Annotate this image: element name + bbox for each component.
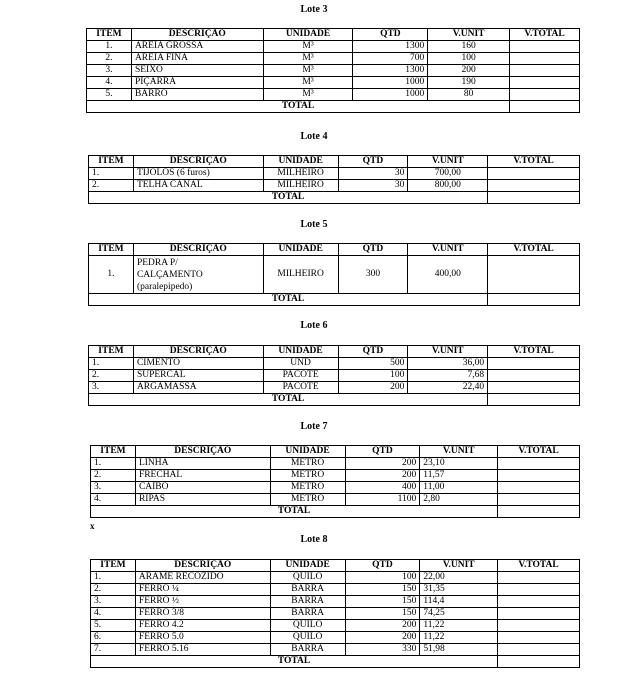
- header-vtotal: V.TOTAL: [488, 244, 580, 256]
- cell-vunit: 190: [428, 77, 510, 89]
- total-row: [89, 294, 580, 306]
- table-row: [89, 358, 580, 370]
- total-value: [498, 506, 580, 518]
- table-row: [89, 382, 580, 394]
- total-row: [89, 192, 580, 204]
- cell-vtotal: [510, 89, 580, 101]
- lote-table: [90, 559, 580, 668]
- total-value: [488, 192, 580, 204]
- cell-unid: QUILO: [270, 620, 345, 632]
- cell-unid: BARRA: [270, 584, 345, 596]
- table-row: [87, 77, 580, 89]
- cell-desc: TELHA CANAL: [133, 180, 263, 192]
- table-row: [91, 644, 580, 656]
- header-item: ITEM: [87, 29, 132, 41]
- cell-qtd: 150: [345, 608, 420, 620]
- cell-unid: PACOTE: [263, 382, 338, 394]
- table-row: [87, 53, 580, 65]
- cell-vunit: 700,00: [408, 168, 488, 180]
- cell-qtd: 100: [345, 572, 420, 584]
- table-row: [91, 596, 580, 608]
- table-row: [89, 168, 580, 180]
- cell-item: 1.: [91, 458, 136, 470]
- cell-vtotal: [498, 482, 580, 494]
- table-row: [91, 494, 580, 506]
- cell-item: 2.: [89, 370, 134, 382]
- cell-vunit: 36,00: [408, 358, 488, 370]
- lote-table: [88, 155, 580, 204]
- cell-item: 2.: [91, 584, 136, 596]
- header-unidade: UNIDADE: [270, 560, 345, 572]
- header-item: ITEM: [89, 346, 134, 358]
- stray-mark: x: [90, 521, 95, 531]
- cell-vtotal: [498, 596, 580, 608]
- cell-desc: FERRO ¼: [135, 584, 270, 596]
- header-vunit: V.UNIT: [420, 446, 498, 458]
- lote-title: Lote 6: [300, 320, 328, 331]
- table-row: [91, 572, 580, 584]
- total-value: [498, 656, 580, 668]
- header-qtd: QTD: [338, 346, 408, 358]
- total-label: TOTAL: [91, 656, 498, 668]
- cell-vtotal: [488, 358, 580, 370]
- cell-desc: FERRO 4.2: [135, 620, 270, 632]
- cell-desc: FRECHAL: [135, 470, 270, 482]
- cell-vunit: 100: [428, 53, 510, 65]
- header-vunit: V.UNIT: [428, 29, 510, 41]
- cell-item: 6.: [91, 632, 136, 644]
- table-row: [87, 65, 580, 77]
- table-row: [87, 89, 580, 101]
- lote-title: Lote 3: [300, 4, 328, 15]
- cell-vtotal: [498, 572, 580, 584]
- cell-item: 2.: [89, 180, 134, 192]
- cell-unid: QUILO: [270, 572, 345, 584]
- cell-unid: M³: [263, 41, 353, 53]
- cell-vtotal: [498, 458, 580, 470]
- table-row: [91, 470, 580, 482]
- cell-item: 3.: [89, 382, 134, 394]
- cell-qtd: 200: [345, 632, 420, 644]
- cell-vunit: 11,57: [420, 470, 498, 482]
- header-item: ITEM: [89, 156, 134, 168]
- cell-qtd: 300: [338, 256, 408, 294]
- header-unidade: UNIDADE: [263, 346, 338, 358]
- cell-unid: BARRA: [270, 608, 345, 620]
- cell-item: 4.: [87, 77, 132, 89]
- table-row: [91, 632, 580, 644]
- cell-unid: M³: [263, 65, 353, 77]
- desc-line: CALÇAMENTO: [136, 269, 203, 280]
- cell-qtd: 150: [345, 584, 420, 596]
- cell-qtd: 330: [345, 644, 420, 656]
- cell-qtd: 150: [345, 596, 420, 608]
- cell-vtotal: [488, 370, 580, 382]
- cell-unid: METRO: [270, 470, 345, 482]
- cell-vunit: 800,00: [408, 180, 488, 192]
- total-value: [488, 294, 580, 306]
- table-row: [91, 458, 580, 470]
- cell-vunit: 11,22: [420, 632, 498, 644]
- total-value: [510, 101, 580, 113]
- cell-qtd: 30: [338, 168, 408, 180]
- cell-vunit: 160: [428, 41, 510, 53]
- cell-desc: FERRO ½: [135, 596, 270, 608]
- table-row: [91, 608, 580, 620]
- header-unidade: UNIDADE: [263, 244, 338, 256]
- header-vtotal: V.TOTAL: [498, 560, 580, 572]
- cell-vtotal: [498, 632, 580, 644]
- cell-qtd: 200: [338, 382, 408, 394]
- cell-vtotal: [498, 584, 580, 596]
- cell-item: 3.: [91, 482, 136, 494]
- table-row: [91, 584, 580, 596]
- cell-desc: LINHA: [135, 458, 270, 470]
- cell-desc: ARAME RECOZIDO: [135, 572, 270, 584]
- total-label: TOTAL: [89, 394, 488, 406]
- table-header-row: [91, 446, 580, 458]
- cell-unid: M³: [263, 53, 353, 65]
- lote-title: Lote 5: [300, 219, 328, 230]
- table-header-row: [89, 156, 580, 168]
- header-qtd: QTD: [338, 244, 408, 256]
- cell-desc: FERRO 5.16: [135, 644, 270, 656]
- cell-vtotal: [498, 470, 580, 482]
- cell-desc: FERRO 5.0: [135, 632, 270, 644]
- cell-vunit: 7,68: [408, 370, 488, 382]
- cell-item: 2.: [87, 53, 132, 65]
- cell-item: 4.: [91, 608, 136, 620]
- cell-item: 1.: [89, 256, 134, 294]
- cell-vunit: 400,00: [408, 256, 488, 294]
- lote-title: Lote 8: [300, 534, 328, 545]
- total-row: [91, 656, 580, 668]
- total-label: TOTAL: [91, 506, 498, 518]
- cell-vtotal: [488, 256, 580, 294]
- cell-qtd: 700: [353, 53, 428, 65]
- cell-vtotal: [488, 180, 580, 192]
- cell-vtotal: [498, 620, 580, 632]
- cell-vunit: 23,10: [420, 458, 498, 470]
- cell-qtd: 200: [345, 620, 420, 632]
- header-qtd: QTD: [345, 446, 420, 458]
- cell-unid: BARRA: [270, 596, 345, 608]
- cell-qtd: 200: [345, 470, 420, 482]
- cell-qtd: 1300: [353, 65, 428, 77]
- table-row: [89, 180, 580, 192]
- cell-desc: SEIXO: [131, 65, 263, 77]
- cell-desc: SUPERCAL: [133, 370, 263, 382]
- header-unidade: UNIDADE: [263, 29, 353, 41]
- header-descricao: DESCRIÇÃO: [133, 244, 263, 256]
- cell-qtd: 200: [345, 458, 420, 470]
- cell-item: 3.: [87, 65, 132, 77]
- cell-item: 4.: [91, 494, 136, 506]
- lote-table: [88, 243, 580, 306]
- cell-unid: METRO: [270, 482, 345, 494]
- header-item: ITEM: [91, 446, 136, 458]
- header-vtotal: V.TOTAL: [510, 29, 580, 41]
- header-descricao: DESCRIÇÃO: [131, 29, 263, 41]
- desc-line: PEDRA P/: [136, 257, 178, 268]
- table-header-row: [91, 560, 580, 572]
- header-qtd: QTD: [353, 29, 428, 41]
- table-header-row: [89, 346, 580, 358]
- cell-vunit: 200: [428, 65, 510, 77]
- cell-desc: [133, 256, 263, 294]
- total-value: [488, 394, 580, 406]
- total-row: [87, 101, 580, 113]
- cell-unid: QUILO: [270, 632, 345, 644]
- header-vunit: V.UNIT: [408, 346, 488, 358]
- header-qtd: QTD: [345, 560, 420, 572]
- total-row: [91, 506, 580, 518]
- cell-unid: PACOTE: [263, 370, 338, 382]
- cell-vtotal: [498, 644, 580, 656]
- cell-vunit: 80: [428, 89, 510, 101]
- cell-unid: METRO: [270, 494, 345, 506]
- cell-vunit: 11,22: [420, 620, 498, 632]
- table-row: [89, 256, 580, 294]
- cell-qtd: 100: [338, 370, 408, 382]
- cell-unid: MILHEIRO: [263, 168, 338, 180]
- cell-unid: BARRA: [270, 644, 345, 656]
- cell-vtotal: [510, 77, 580, 89]
- cell-qtd: 1300: [353, 41, 428, 53]
- header-unidade: UNIDADE: [263, 156, 338, 168]
- table-row: [89, 370, 580, 382]
- cell-qtd: 1000: [353, 89, 428, 101]
- cell-unid: MILHEIRO: [263, 180, 338, 192]
- cell-item: 5.: [91, 620, 136, 632]
- cell-item: 2.: [91, 470, 136, 482]
- cell-qtd: 30: [338, 180, 408, 192]
- cell-vunit: 74,25: [420, 608, 498, 620]
- lote-table: [88, 345, 580, 406]
- header-descricao: DESCRIÇÃO: [133, 156, 263, 168]
- cell-unid: METRO: [270, 458, 345, 470]
- total-row: [89, 394, 580, 406]
- header-vunit: V.UNIT: [420, 560, 498, 572]
- lote-title: Lote 7: [300, 421, 328, 432]
- cell-desc: PIÇARRA: [131, 77, 263, 89]
- cell-vunit: 22,00: [420, 572, 498, 584]
- cell-desc: CAIBO: [135, 482, 270, 494]
- cell-desc: AREIA GROSSA: [131, 41, 263, 53]
- cell-desc: TIJOLOS (6 furos): [133, 168, 263, 180]
- cell-vtotal: [488, 382, 580, 394]
- lote-table: [90, 445, 580, 518]
- cell-desc: RIPAS: [135, 494, 270, 506]
- cell-desc: BARRO: [131, 89, 263, 101]
- cell-qtd: 1000: [353, 77, 428, 89]
- cell-desc: AREIA FINA: [131, 53, 263, 65]
- header-vunit: V.UNIT: [408, 156, 488, 168]
- cell-unid: UND: [263, 358, 338, 370]
- cell-item: 5.: [87, 89, 132, 101]
- header-vtotal: V.TOTAL: [488, 346, 580, 358]
- cell-qtd: 400: [345, 482, 420, 494]
- header-unidade: UNIDADE: [270, 446, 345, 458]
- table-row: [87, 41, 580, 53]
- cell-item: 1.: [87, 41, 132, 53]
- cell-qtd: 500: [338, 358, 408, 370]
- cell-desc: FERRO 3/8: [135, 608, 270, 620]
- cell-vtotal: [498, 494, 580, 506]
- header-descricao: DESCRIÇÃO: [135, 446, 270, 458]
- cell-vtotal: [510, 65, 580, 77]
- header-vunit: V.UNIT: [408, 244, 488, 256]
- header-item: ITEM: [91, 560, 136, 572]
- cell-unid: M³: [263, 77, 353, 89]
- cell-item: 1.: [89, 168, 134, 180]
- cell-vunit: 31,35: [420, 584, 498, 596]
- total-label: TOTAL: [89, 192, 488, 204]
- cell-vtotal: [510, 41, 580, 53]
- cell-item: 1.: [89, 358, 134, 370]
- header-vtotal: V.TOTAL: [498, 446, 580, 458]
- cell-item: 3.: [91, 596, 136, 608]
- cell-unid: MILHEIRO: [263, 256, 338, 294]
- cell-qtd: 1100: [345, 494, 420, 506]
- lote-title: Lote 4: [300, 131, 328, 142]
- table-header-row: [89, 244, 580, 256]
- header-vtotal: V.TOTAL: [488, 156, 580, 168]
- cell-vtotal: [488, 168, 580, 180]
- cell-item: 1.: [91, 572, 136, 584]
- lote-table: [86, 28, 580, 113]
- header-qtd: QTD: [338, 156, 408, 168]
- cell-vunit: 11,00: [420, 482, 498, 494]
- header-descricao: DESCRIÇÃO: [133, 346, 263, 358]
- cell-vunit: 2,80: [420, 494, 498, 506]
- table-row: [91, 620, 580, 632]
- cell-unid: M³: [263, 89, 353, 101]
- table-header-row: [87, 29, 580, 41]
- cell-vtotal: [510, 53, 580, 65]
- cell-desc: ARGAMASSA: [133, 382, 263, 394]
- total-label: TOTAL: [87, 101, 510, 113]
- total-label: TOTAL: [89, 294, 488, 306]
- cell-item: 7.: [91, 644, 136, 656]
- desc-line: (paralepipedo): [136, 281, 193, 292]
- cell-vunit: 114,4: [420, 596, 498, 608]
- table-row: [91, 482, 580, 494]
- cell-vtotal: [498, 608, 580, 620]
- cell-vunit: 22,40: [408, 382, 488, 394]
- cell-desc: CIMENTO: [133, 358, 263, 370]
- header-item: ITEM: [89, 244, 134, 256]
- cell-vunit: 51,98: [420, 644, 498, 656]
- header-descricao: DESCRIÇÃO: [135, 560, 270, 572]
